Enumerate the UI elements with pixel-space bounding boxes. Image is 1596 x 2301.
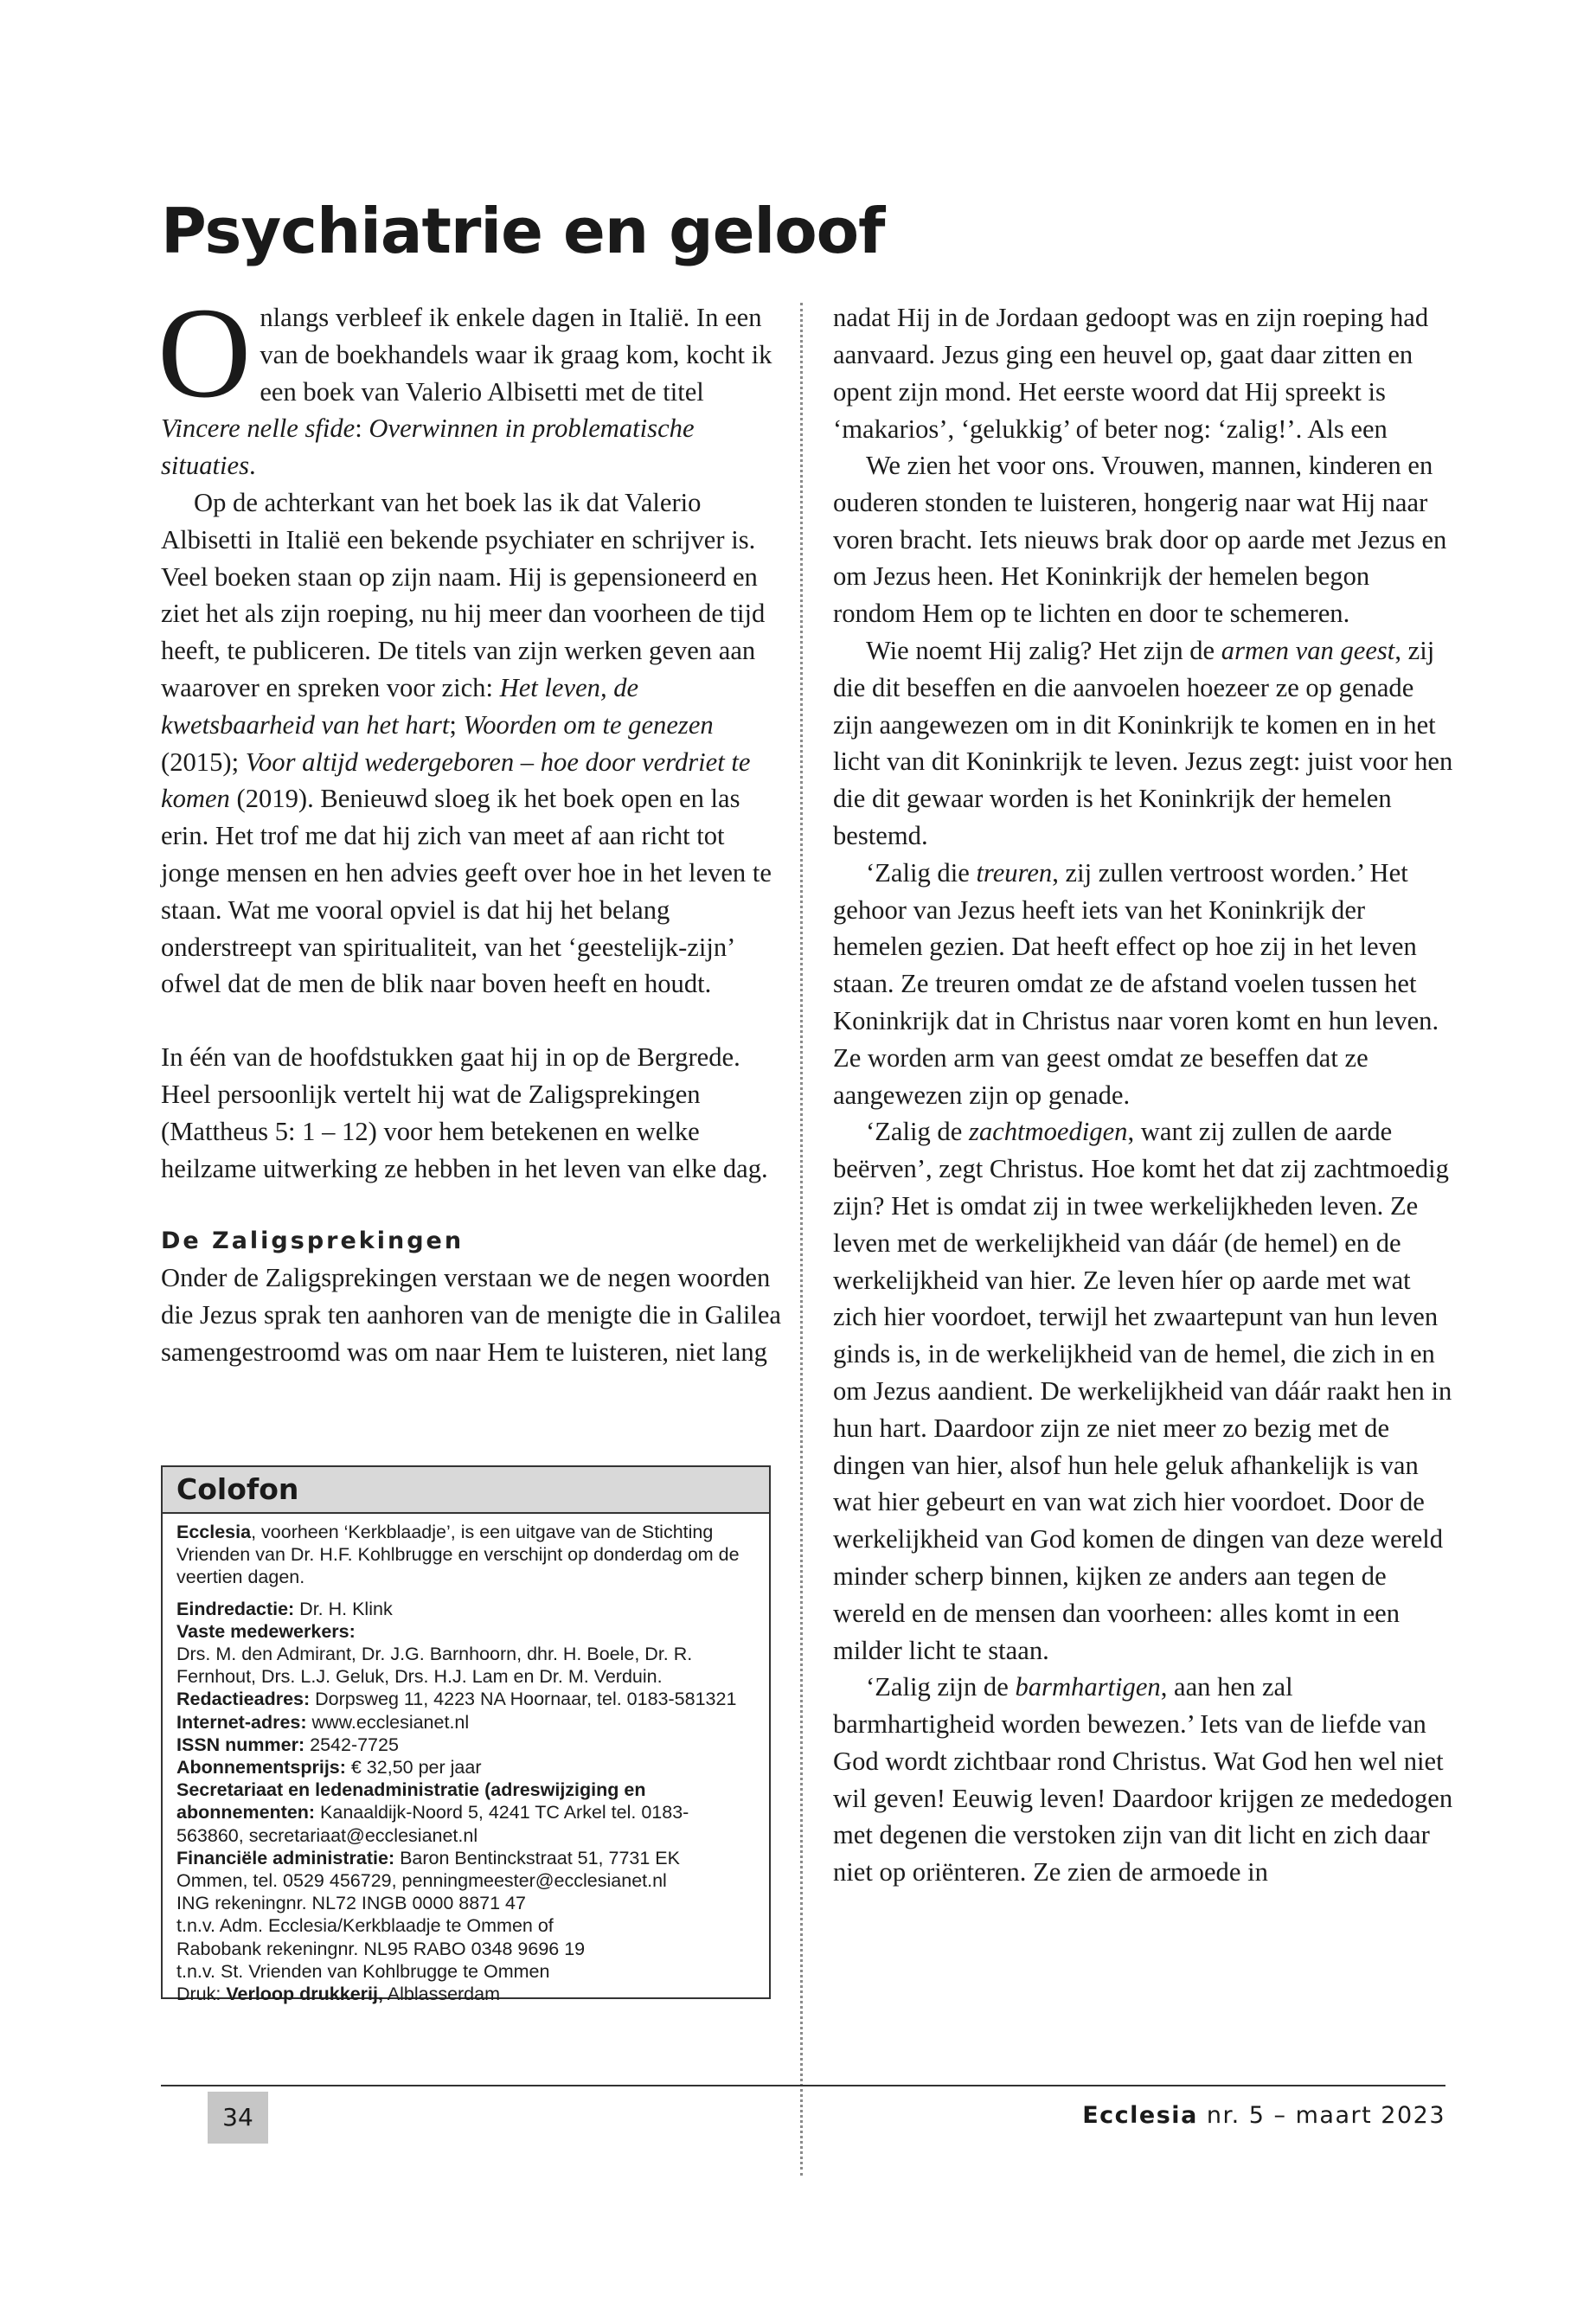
colofon-ing-tnv: t.n.v. Adm. Ecclesia/Kerkblaadje te Ommen of	[176, 1915, 554, 1937]
article-paragraph: In één van de hoofdstukken gaat hij in op de Bergrede. Heel persoonlijk vertelt hij wat de Zaligsprekingen (Mattheus 5: 1 – 12) voor hem betekenen en welke heilzame uitwerking ze hebben in het leven van elke dag.	[161, 1042, 768, 1183]
article-paragraph: We zien het voor ons. Vrouwen, mannen, kinderen en ouderen stonden te luisteren, hongerig naar wat Hij naar voren bracht. Iets nieuws brak door op aarde met Jezus en om Jezus heen. Het Koninkrijk der hemelen begon rondom Hem op te lichten en door te schemeren.	[833, 451, 1447, 629]
article-paragraph: Onder de Zaligsprekingen verstaan we de negen woorden die Jezus sprak ten aanhoren van de menigte die in Galilea samengestroomd was om naar Hem te luisteren, niet lang	[161, 1263, 781, 1367]
colofon-ing: ING rekeningnr. NL72 INGB 0000 8871 47	[176, 1893, 526, 1914]
article-column-left	[157, 281, 785, 1370]
colofon-heading: Colofon	[163, 1467, 769, 1514]
section-heading: De Zaligsprekingen	[161, 1227, 465, 1255]
colofon-rabo: Rabobank rekeningnr. NL95 RABO 0348 9696 19	[176, 1938, 586, 1959]
article-paragraph: Op de achterkant van het boek las ik dat Valerio Albisetti in Italië een bekende psychiater en schrijver is. Veel boeken staan op zijn naam. Hij is gepensioneerd en ziet het als zijn roeping, nu hij meer dan voorheen de tijd heeft, te publiceren. De titels van zijn werken geven aan waarover en spreken voor zich: Het leven, de kwetsbaarheid van het hart; Woorden om te genezen (2015); Voor altijd wedergeboren – hoe door verdriet te komen (2019). Benieuwd sloeg ik het boek open en las erin. Het trof me dat hij zich van meet af aan richt tot jonge mensen en hen advies geeft over hoe in het leven te staan. Wat me vooral opviel is dat hij het belang onderstreept van spiritualiteit, van het ‘geestelijk-zijn’ ofwel dat de men de blik naar boven heeft en houdt.	[161, 487, 772, 999]
colofon-redactie: Redactieadres: Dorpsweg 11, 4223 NA Hoornaar, tel. 0183-581321	[176, 1689, 737, 1710]
colofon-issn: ISSN nummer: 2542-7725	[176, 1734, 399, 1755]
article-title: Psychiatrie en geloof	[161, 195, 885, 267]
colofon-internet: Internet-adres: www.ecclesianet.nl	[176, 1711, 470, 1733]
article-paragraph: ‘Zalig die treuren, zij zullen vertroost worden.’ Het gehoor van Jezus heeft iets van het Koninkrijk der hemelen gezien. Dat heeft effect op hoe zij in het leven staan. Ze treuren omdat ze de afstand voelen tussen het Koninkrijk dat in Christus naar voren komt en hun leven. Ze worden arm van geest omdat ze beseffen dat ze aangewezen zijn op genade.	[833, 857, 1439, 1110]
colofon-medewerkers: Drs. M. den Admirant, Dr. J.G. Barnhoorn, dhr. H. Boele, Dr. R. Fernhout, Drs. L.J. Geluk, Drs. H.J. Lam en Dr. M. Verduin.	[176, 1644, 693, 1688]
colofon-secretariaat: Secretariaat en ledenadministratie (adreswijziging en abonnementen: Kanaaldijk-Noord 5, 4241 TC Arkel tel. 0183-563860, secretariaat@ecclesianet.nl	[176, 1779, 689, 1846]
footer-rule	[161, 2085, 1445, 2086]
article-paragraph: ‘Zalig de zachtmoedigen, want zij zullen de aarde beërven’, zegt Christus. Hoe komt het dat zij zachtmoedig zijn? Het is omdat zij in twee werkelijkheden leven. Ze leven met de werkelijkheid van dáár (de hemel) en de werkelijkheid van hier. Ze leven híer op aarde met wat zich hier voordoet, terwijl het zwaartepunt van hun leven ginds is, in de werkelijkheid van de hemel, die zich in en om Jezus aandient. De werkelijkheid van dáár raakt hen in hun hart. Daardoor zijn ze niet meer zo bezig met de dingen van hier, alsof hun hele geluk afhankelijk is van wat hier gebeurt en van wat zich hier voordoet. Door de werkelijkheid van God komen de dingen van deze wereld minder scherp binnen, kijken ze anders aan tegen de wereld en de mensen dan voorheen: alles komt in een milder licht te staan.	[833, 1117, 1452, 1665]
colofon-medewerkers-label: Vaste medewerkers:	[176, 1620, 356, 1642]
article-paragraph: Onlangs verbleef ik enkele dagen in Italië. In een van de boekhandels waar ik graag kom, kocht ik een boek van Valerio Albisetti met de titel Vincere nelle sfide: Overwinnen in problematische situaties.	[157, 281, 772, 481]
colofon-druk: Druk: Verloop drukkerij, Alblasserdam	[176, 1984, 501, 2005]
colofon-abonnement: Abonnementsprijs: € 32,50 per jaar	[176, 1757, 482, 1779]
colofon-box	[161, 1465, 771, 2005]
article-paragraph: ‘Zalig zijn de barmhartigen, aan hen zal barmhartigheid worden bewezen.’ Iets van de liefde van God wordt zichtbaar rond Christus. Wat God hen wel niet wil geven! Eeuwig leven! Daardoor krijgen ze mededogen met degenen die verstoken zijn van dit licht en zich daar niet op oriënteren. Ze zien de armoede in	[833, 1672, 1453, 1888]
colofon-intro: Ecclesia, voorheen ‘Kerkblaadje’, is een uitgave van de Stichting Vrienden van Dr. H.F. Kohlbrugge en verschijnt op donderdag om de veertien dagen.	[176, 1522, 740, 1588]
colofon-rabo-tnv: t.n.v. St. Vrienden van Kohlbrugge te Ommen	[176, 1960, 550, 1982]
drop-cap: O	[157, 281, 252, 425]
colofon-eindredactie: Eindredactie: Dr. H. Klink	[176, 1598, 393, 1619]
footer-issue: Ecclesia nr. 5 – maart 2023	[1082, 2102, 1445, 2129]
colofon-body	[163, 1514, 769, 2005]
colofon-financieel: Financiële administratie: Baron Bentinckstraat 51, 7731 EK Ommen, tel. 0529 456729, penningmeester@ecclesianet.nl	[176, 1847, 680, 1892]
article-paragraph: Wie noemt Hij zalig? Het zijn de armen van geest, zij die dit beseffen en die aanvoelen hoezeer ze op genade zijn aangewezen om in dit Koninkrijk te komen en in het licht van dit Koninkrijk te leven. Jezus zegt: juist voor hen die dit gewaar worden is het Koninkrijk der hemelen bestemd.	[833, 635, 1453, 850]
continued-paragraph: nadat Hij in de Jordaan gedoopt was en zijn roeping had aanvaard. Jezus ging een heuvel op, gaat daar zitten en opent zijn mond. Het eerste woord dat Hij spreekt is ‘makarios’, ‘gelukkig’ of beter nog: ‘zalig!’. Als een	[833, 303, 1429, 444]
page-number: 34	[208, 2092, 268, 2144]
column-divider	[800, 303, 803, 2176]
article-column-right	[833, 299, 1458, 1891]
